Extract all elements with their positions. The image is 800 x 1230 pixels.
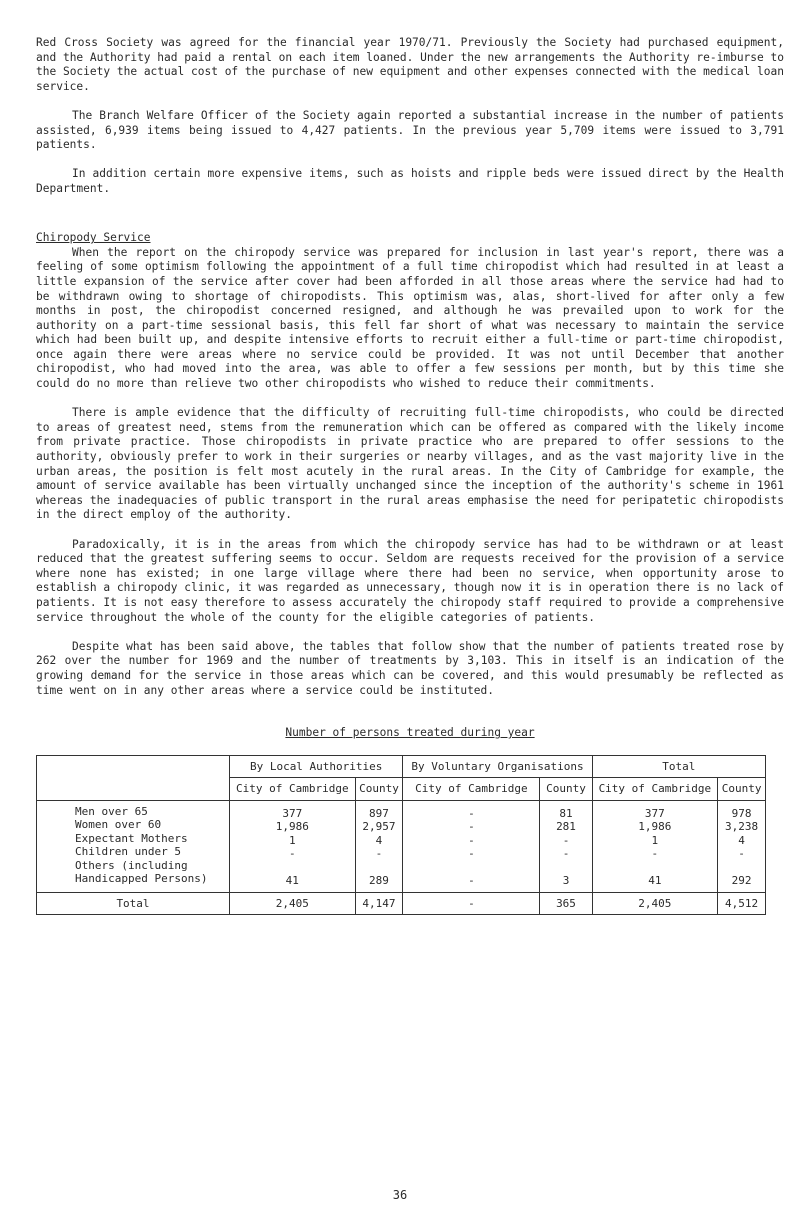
cell-value: 41: [648, 874, 662, 888]
total-value: 2,405: [230, 892, 356, 915]
cell-value: -: [738, 847, 745, 861]
intro-paragraph-2: The Branch Welfare Officer of the Society again reported a substantial increase in the number of patients assisted, 6,939 items being issued to 4,427 patients. In the previous year 5,709 items were issued to 3,791 patients.: [36, 108, 784, 152]
col-total-county: [718, 800, 766, 892]
row-label-expectant-mothers: Expectant Mothers: [75, 831, 188, 845]
chiropody-paragraph-2: There is ample evidence that the difficulty of recruiting full-time chiropodists, who could be directed to areas of greatest need, stems from the remuneration which can be offered as compared with the likely income from private practice. Those chiropodists in private practice who are prepared to offer sessions to the authority, obviously prefer to work in their surgeries or nearby villages, and as the vast majority live in the urban areas, the position is felt most acutely in the rural areas. In the City of Cambridge for example, the amount of service available has been virtually unchanged since the inception of the authority's scheme in 1961 whereas the inadequacies of public transport in the rural areas emphasise the need for peripatetic chiropodists in the direct employ of the authority.: [36, 406, 784, 522]
cell-value: 2,957: [362, 820, 396, 834]
total-value: 4,512: [718, 892, 766, 915]
table-body-row: [37, 800, 766, 892]
persons-treated-table: [36, 755, 766, 916]
total-value: 2,405: [592, 892, 718, 915]
cell-value: 292: [731, 874, 752, 888]
table-corner-cell: [37, 755, 230, 800]
col-total-city: [592, 800, 718, 892]
cell-value: 897: [369, 806, 389, 820]
table-caption: Number of persons treated during year: [285, 726, 535, 740]
page-content: [36, 36, 784, 915]
page-number: 36: [392, 1188, 408, 1202]
col-la-city: [230, 800, 356, 892]
cell-value: -: [468, 820, 475, 834]
cell-value: 1,986: [275, 820, 309, 834]
table-group-header-row: [37, 755, 766, 778]
group-header-voluntary-organisations: By Voluntary Organisations: [403, 755, 592, 778]
cell-value: 4: [375, 833, 383, 847]
chiropody-paragraph-1: When the report on the chiropody service was prepared for inclusion in last year's report, there was a feeling of some optimism following the appointment of a full time chiropodist which had resulted in at least a little expansion of the service after cover had been afforded in all those areas where the service had had to be withdrawn owing to shortage of chiropodists. This optimism was, alas, short-lived for after only a few months in post, the chiropodist concerned resigned, and although he was prevailed upon to work for the authority on a part-time sessional basis, this fell far short of what was necessary to maintain the service which had been built up, and despite intensive efforts to recruit either a full-time or part-time chiropodist, once again there were areas where no service could be provided. It was not until December that another chiropodist, who had moved into the area, was able to offer a few sessions per month, but by this time she could do no more than relieve two other chiropodists who wished to reduce their commitments.: [36, 245, 784, 391]
cell-value: -: [468, 847, 475, 861]
cell-value: 3,238: [725, 820, 759, 834]
section-heading-chiropody: Chiropody Service: [36, 231, 151, 245]
intro-paragraph-1: Red Cross Society was agreed for the financial year 1970/71. Previously the Society had purchased equipment, and the Authority had paid a rental on each item loaned. Under the new arrangements the Authority re-imburse to the Society the actual cost of the purchase of new equipment and other expenses connected with the medical loan service.: [36, 36, 784, 93]
chiropody-paragraph-3: Paradoxically, it is in the areas from which the chiropody service has had to be withdrawn or at least reduced that the greatest suffering seems to occur. Seldom are requests received for the provision of a service where none has existed; in one large village where there had been no service, when opportunity arose to establish a chiropody clinic, it was regarded as unnecessary, though now it is in operation there is no lack of patients. It is not easy therefore to assess accurately the chiropody staff required to provide a comprehensive service throughout the whole of the county for the eligible categories of patients.: [36, 537, 784, 624]
sub-header-vo-city: City of Cambridge: [403, 778, 540, 801]
sub-header-la-city: City of Cambridge: [230, 778, 356, 801]
col-vo-county: [540, 800, 592, 892]
cell-value: -: [562, 847, 570, 861]
row-label-women-over-60: Women over 60: [75, 818, 162, 832]
cell-value: -: [288, 847, 296, 861]
cell-value: -: [375, 847, 383, 861]
cell-value: -: [562, 833, 570, 847]
cell-value: 377: [644, 806, 665, 820]
row-label-children-under-5: Children under 5: [75, 845, 181, 859]
cell-value: -: [651, 847, 659, 861]
cell-value: 1,986: [638, 820, 672, 834]
cell-value: 81: [559, 806, 573, 820]
cell-value: 4: [738, 833, 745, 847]
cell-value: 3: [562, 874, 570, 888]
total-row-label: Total: [37, 892, 230, 915]
group-header-total: Total: [592, 755, 765, 778]
cell-value: 1: [651, 833, 659, 847]
col-la-county: [355, 800, 403, 892]
row-label-others-line-1: Others (including: [75, 858, 188, 872]
sub-header-vo-county: County: [540, 778, 592, 801]
sub-header-la-county: County: [355, 778, 403, 801]
total-value: -: [403, 892, 540, 915]
cell-value: 377: [282, 806, 303, 820]
cell-value: 281: [556, 820, 576, 834]
cell-value: 41: [285, 874, 299, 888]
cell-value: -: [468, 874, 475, 888]
cell-value: 978: [731, 806, 752, 820]
row-label-men-over-65: Men over 65: [75, 804, 148, 818]
total-value: 365: [540, 892, 592, 915]
cell-value: -: [468, 833, 475, 847]
group-header-local-authorities: By Local Authorities: [230, 755, 403, 778]
row-label-others-line-2: Handicapped Persons): [75, 872, 208, 886]
row-labels-cell: [37, 800, 230, 892]
table-total-row: [37, 892, 766, 915]
cell-value: 1: [288, 833, 296, 847]
sub-header-total-city: City of Cambridge: [592, 778, 718, 801]
sub-header-total-county: County: [718, 778, 766, 801]
chiropody-paragraph-4: Despite what has been said above, the tables that follow show that the number of patients treated rose by 262 over the number for 1969 and the number of treatments by 3,103. This in itself is an indication of the growing demand for the service in those areas which can be covered, and this would presumably be reflected as time went on in any other areas where a service could be instituted.: [36, 639, 784, 697]
cell-value: -: [468, 806, 475, 820]
col-vo-city: [403, 800, 540, 892]
intro-paragraph-3: In addition certain more expensive items, such as hoists and ripple beds were issued direct by the Health Department.: [36, 167, 784, 195]
total-value: 4,147: [355, 892, 403, 915]
cell-value: 289: [369, 874, 389, 888]
